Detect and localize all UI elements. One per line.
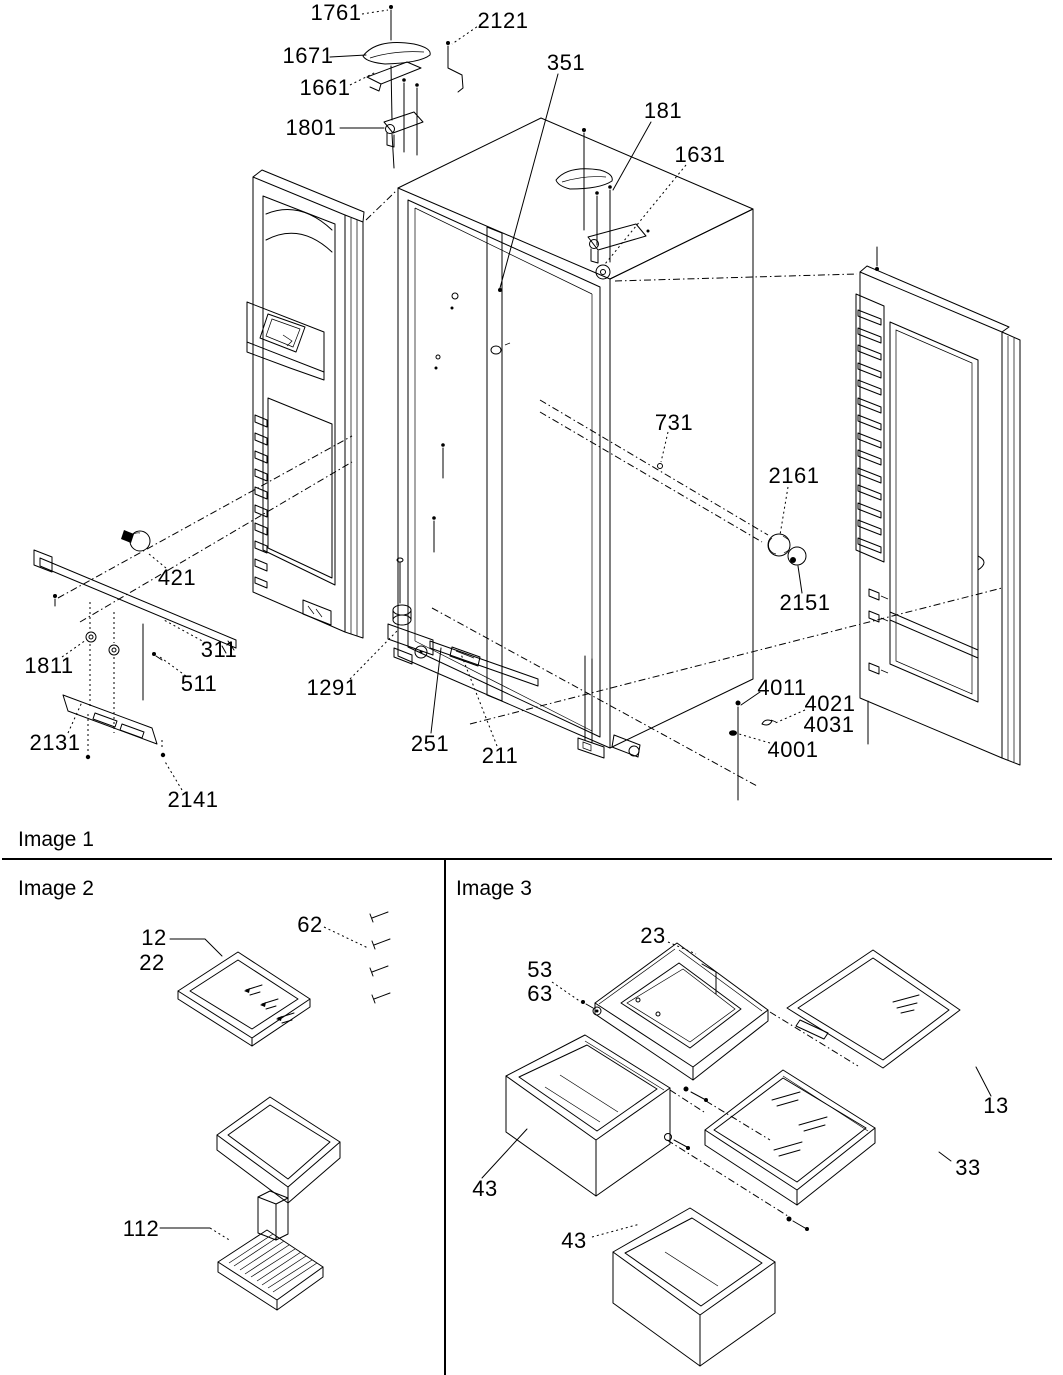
part-label-1291: 1291 xyxy=(306,675,358,700)
part-label-311: 311 xyxy=(200,637,238,662)
part-label-4011: 4011 xyxy=(757,675,807,700)
part-label-53: 53 xyxy=(527,957,553,982)
part-label-22: 22 xyxy=(139,950,165,975)
part-label-62: 62 xyxy=(297,912,323,937)
part-label-2131: 2131 xyxy=(29,730,81,755)
image3-art xyxy=(506,943,960,1366)
top-hinge-left-art xyxy=(363,5,463,168)
part-label-43-upper: 43 xyxy=(472,1176,498,1201)
part-label-1801: 1801 xyxy=(285,115,337,140)
part-label-63: 63 xyxy=(527,981,553,1006)
roller-parts-art xyxy=(388,558,538,686)
section-title-image-2: Image 2 xyxy=(18,877,94,900)
part-label-251: 251 xyxy=(410,731,450,756)
image2-art xyxy=(178,912,390,1310)
part-label-2141: 2141 xyxy=(167,787,219,812)
part-label-112: 112 xyxy=(122,1216,160,1241)
part-label-4021: 4021 xyxy=(804,691,856,716)
section-title-image-3: Image 3 xyxy=(456,877,532,900)
grommet-art xyxy=(768,534,806,565)
part-label-181: 181 xyxy=(643,98,683,123)
part-label-4001: 4001 xyxy=(767,737,819,762)
part-label-33: 33 xyxy=(955,1155,981,1180)
part-label-421: 421 xyxy=(157,565,197,590)
part-label-511: 511 xyxy=(180,671,218,696)
part-label-4031: 4031 xyxy=(803,712,855,737)
part-label-731: 731 xyxy=(654,410,694,435)
part-label-2161: 2161 xyxy=(768,463,820,488)
part-label-1631: 1631 xyxy=(674,142,726,167)
leader-lines-image1 xyxy=(62,10,805,790)
cabinet-art xyxy=(394,118,753,758)
right-door-art xyxy=(856,247,1020,765)
left-door-art xyxy=(247,170,364,638)
part-label-211: 211 xyxy=(481,743,519,768)
section-title-image-1: Image 1 xyxy=(18,828,94,851)
part-label-351: 351 xyxy=(546,50,586,75)
part-label-43-lower: 43 xyxy=(561,1228,587,1253)
part-label-1671: 1671 xyxy=(282,43,334,68)
part-label-1761: 1761 xyxy=(310,0,362,25)
part-label-1661: 1661 xyxy=(299,75,351,100)
part-label-1811: 1811 xyxy=(24,653,74,678)
part-label-13: 13 xyxy=(983,1093,1009,1118)
part-label-2121: 2121 xyxy=(477,8,529,33)
part-label-12: 12 xyxy=(141,925,167,950)
part-label-2151: 2151 xyxy=(779,590,831,615)
part-label-23: 23 xyxy=(640,923,666,948)
